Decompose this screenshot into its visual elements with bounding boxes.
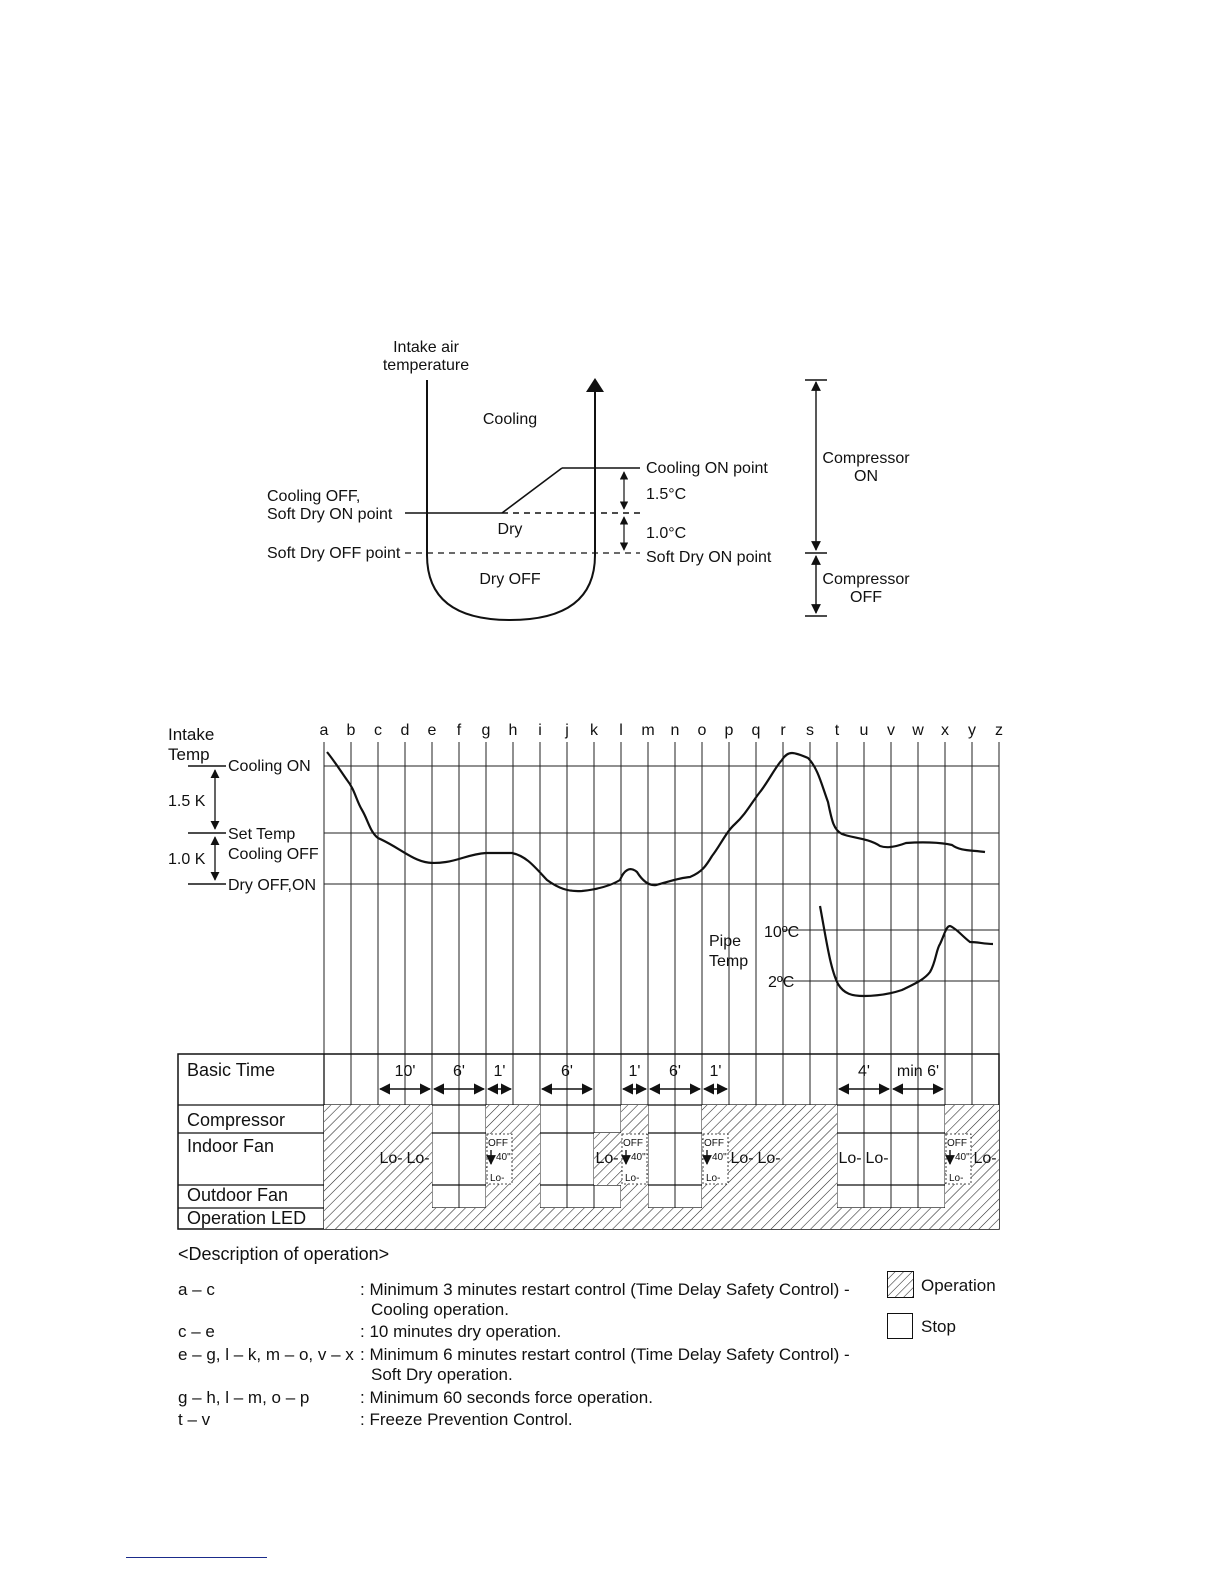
outdoor-fan-on-bar — [702, 1185, 837, 1208]
right-label-delta-15: 1.5°C — [646, 486, 687, 503]
status-bars — [324, 1105, 999, 1229]
axis-label-line2: temperature — [382, 357, 470, 374]
time-letter-d: d — [400, 722, 410, 739]
fan-lo-label: Lo- — [973, 1150, 997, 1167]
operation-led-bar — [324, 1208, 999, 1229]
compressor-on-bar — [945, 1105, 999, 1133]
time-letter-x: x — [941, 722, 949, 739]
time-letter-t: t — [834, 722, 840, 739]
fan-40-label: 40" — [712, 1152, 727, 1163]
fan-lo-label: Lo- — [595, 1150, 619, 1167]
time-letter-z: z — [995, 722, 1003, 739]
fan-40-label: 40" — [955, 1152, 970, 1163]
time-letter-m: m — [641, 722, 655, 739]
basic-time-label: 4' — [858, 1063, 870, 1080]
time-letter-i: i — [538, 722, 542, 739]
intake-label-2: Temp — [168, 745, 210, 764]
desc-key: g – h, l – m, o – p — [178, 1388, 310, 1407]
right-label-delta-10: 1.0°C — [646, 525, 687, 542]
time-letter-b: b — [346, 722, 356, 739]
time-letter-e: e — [427, 722, 437, 739]
fan-lo-small-label: Lo- — [490, 1173, 505, 1184]
time-letter-v: v — [887, 722, 895, 739]
delta-15k-label: 1.5 K — [168, 793, 206, 810]
ramp-line — [502, 468, 562, 513]
desc-key: t – v — [178, 1410, 211, 1429]
pipe-2c-label: 2ºC — [768, 974, 795, 991]
basic-time-label: 1' — [493, 1063, 506, 1080]
time-letter-h: h — [508, 722, 518, 739]
desc-value-cont: Soft Dry operation. — [371, 1365, 513, 1384]
basic-time-arrows — [380, 1063, 943, 1089]
fan-lo-label: Lo- — [730, 1150, 754, 1167]
level-dry-off-on: Dry OFF,ON — [228, 877, 316, 894]
fan-off-label: OFF — [488, 1138, 508, 1149]
pipe-temp-curve — [820, 906, 993, 996]
description-title: <Description of operation> — [178, 1244, 390, 1264]
outdoor-fan-on-bar — [486, 1185, 540, 1208]
time-letter-g: g — [481, 722, 491, 739]
pipe-label-1: Pipe — [709, 933, 742, 950]
basic-time-label: 6' — [453, 1063, 465, 1080]
level-set-temp: Set Temp — [228, 826, 296, 843]
time-letter-p: p — [724, 722, 734, 739]
desc-key: e – g, l – k, m – o, v – x — [178, 1345, 354, 1364]
outdoor-fan-on-bar — [621, 1185, 648, 1208]
fan-lo-small-label: Lo- — [949, 1173, 964, 1184]
outdoor-fan-on-bar — [324, 1185, 432, 1208]
row-label-basic-time: Basic Time — [187, 1060, 276, 1080]
compressor-off-label-1: Compressor — [822, 571, 910, 588]
time-letter-w: w — [912, 722, 924, 739]
time-letter-f: f — [456, 722, 462, 739]
basic-time-label: 6' — [669, 1063, 681, 1080]
fan-40-label: 40" — [631, 1152, 646, 1163]
compressor-on-bar — [621, 1105, 648, 1133]
desc-value: : Freeze Prevention Control. — [360, 1410, 573, 1429]
fan-lo-label: Lo- — [838, 1150, 862, 1167]
time-letter-s: s — [806, 722, 814, 739]
row-label-outdoor-fan: Outdoor Fan — [187, 1185, 289, 1205]
left-label-soft-dry-on: Soft Dry ON point — [267, 506, 393, 523]
row-label-indoor-fan: Indoor Fan — [187, 1136, 275, 1156]
fan-40-label: 40" — [496, 1152, 511, 1163]
desc-value: : 10 minutes dry operation. — [360, 1322, 562, 1341]
desc-value: : Minimum 6 minutes restart control (Time Delay Safety Control) - — [360, 1345, 850, 1364]
legend-stop-swatch — [887, 1313, 913, 1339]
intake-label-1: Intake — [168, 725, 215, 744]
fan-lo-label: Lo- — [865, 1150, 889, 1167]
time-letter-r: r — [780, 722, 786, 739]
fan-lo-label: Lo- — [406, 1150, 430, 1167]
indoor-fan-marks — [379, 1134, 996, 1184]
fan-lo-label: Lo- — [757, 1150, 781, 1167]
time-letter-l: l — [619, 722, 623, 739]
desc-key: a – c — [178, 1280, 215, 1299]
time-letter-q: q — [751, 722, 761, 739]
dry-operation-diagram — [267, 339, 910, 620]
outdoor-fan-on-bar — [945, 1185, 999, 1208]
compressor-on-label-2: ON — [854, 468, 878, 485]
right-label-cooling-on: Cooling ON point — [646, 460, 768, 477]
left-label-soft-dry-off: Soft Dry OFF point — [267, 545, 401, 562]
time-letter-a: a — [319, 722, 329, 739]
time-letter-n: n — [670, 722, 680, 739]
time-letter-row — [320, 722, 1003, 739]
left-label-cooling-off: Cooling OFF, — [267, 488, 361, 505]
fan-off-label: OFF — [704, 1138, 724, 1149]
level-cooling-off: Cooling OFF — [228, 846, 319, 863]
pipe-label-2: Temp — [709, 953, 749, 970]
time-letter-k: k — [590, 722, 598, 739]
axis-label-line1: Intake air — [393, 339, 459, 356]
region-dry: Dry — [497, 521, 523, 538]
compressor-on-bar — [702, 1105, 837, 1133]
fan-lo-small-label: Lo- — [706, 1173, 721, 1184]
basic-time-label: 10' — [394, 1063, 416, 1080]
basic-time-label: 1' — [709, 1063, 722, 1080]
compressor-on-label-1: Compressor — [822, 450, 910, 467]
desc-key: c – e — [178, 1322, 215, 1341]
right-label-soft-dry-on: Soft Dry ON point — [646, 549, 772, 566]
basic-time-label: 1' — [628, 1063, 641, 1080]
row-label-compressor: Compressor — [187, 1110, 286, 1130]
up-arrow-head — [586, 378, 604, 392]
row-label-operation-led: Operation LED — [187, 1208, 307, 1228]
compressor-off-label-2: OFF — [850, 589, 882, 606]
compressor-on-bar — [324, 1105, 432, 1133]
desc-value-cont: Cooling operation. — [371, 1300, 509, 1319]
fan-off-label: OFF — [947, 1138, 967, 1149]
region-dry-off: Dry OFF — [479, 571, 541, 588]
legend-operation-swatch — [887, 1271, 917, 1301]
time-letter-u: u — [859, 722, 869, 739]
fan-off-label: OFF — [623, 1138, 643, 1149]
time-letter-c: c — [374, 722, 382, 739]
table-frame — [178, 1054, 999, 1229]
fan-lo-label: Lo- — [379, 1150, 403, 1167]
basic-time-label: 6' — [561, 1063, 573, 1080]
time-letter-o: o — [697, 722, 707, 739]
compressor-on-bar — [486, 1105, 540, 1133]
level-cooling-on: Cooling ON — [228, 758, 311, 775]
time-letter-y: y — [968, 722, 976, 739]
pipe-10c-label: 10ºC — [764, 924, 800, 941]
fan-lo-small-label: Lo- — [625, 1173, 640, 1184]
basic-time-label: min 6' — [896, 1063, 940, 1080]
region-cooling: Cooling — [482, 411, 538, 428]
timing-chart — [168, 722, 1003, 1229]
time-letter-j: j — [565, 722, 569, 739]
footer-rule — [126, 1557, 267, 1558]
desc-value: : Minimum 3 minutes restart control (Time Delay Safety Control) - — [360, 1280, 850, 1299]
delta-10k-label: 1.0 K — [168, 851, 206, 868]
desc-value: : Minimum 60 seconds force operation. — [360, 1388, 653, 1407]
legend-stop-label: Stop — [921, 1317, 956, 1336]
intake-temp-curve — [327, 752, 985, 891]
legend-operation-label: Operation — [921, 1276, 996, 1295]
